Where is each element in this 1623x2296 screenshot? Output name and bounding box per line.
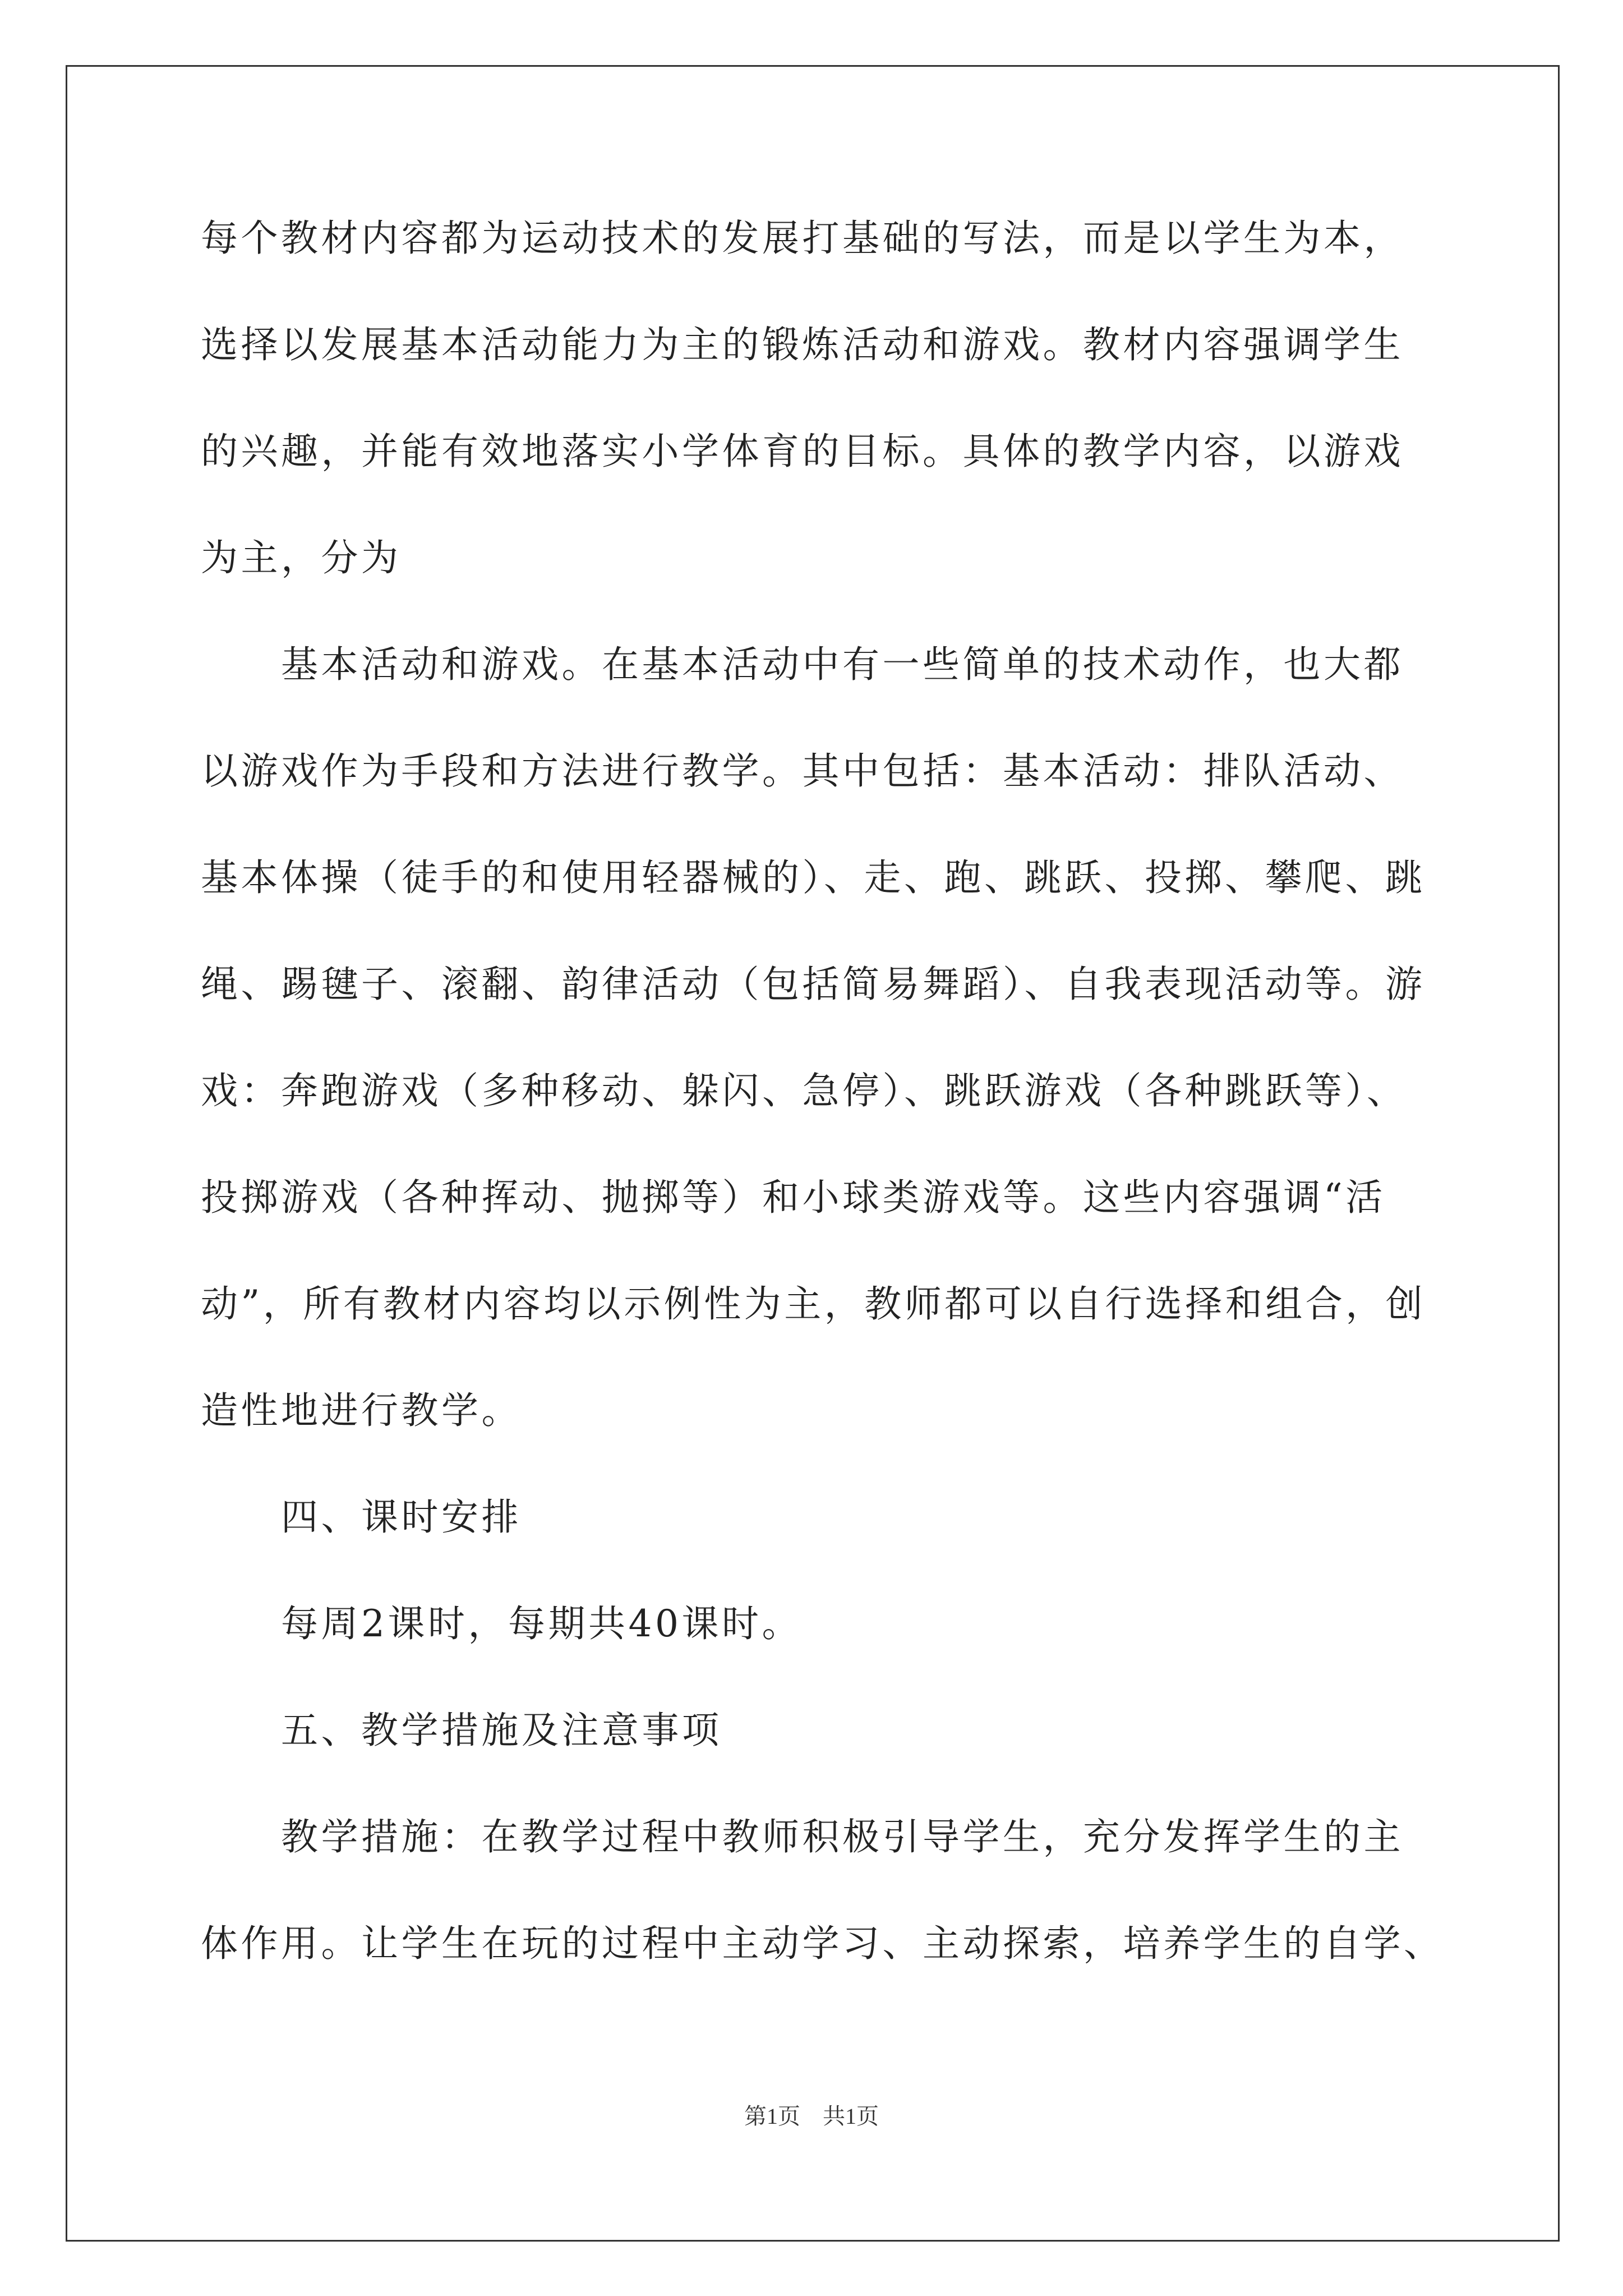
page-number-footer: 第1页 共1页 [744, 2104, 879, 2129]
text-line: 基本体操（徒手的和使用轻器械的）、走、跑、跳跃、投掷、攀爬、跳 [201, 856, 1426, 899]
section-heading: 五、教学措施及注意事项 [201, 1709, 722, 1752]
text-line: 基本活动和游戏。在基本活动中有一些简单的技术动作，也大都 [201, 643, 1404, 686]
text-line: 为主，分为 [201, 536, 402, 579]
text-line: 造性地进行教学。 [201, 1389, 522, 1432]
text-line: 选择以发展基本活动能力为主的锻炼活动和游戏。教材内容强调学生 [201, 323, 1404, 366]
text-line: 的兴趣，并能有效地落实小学体育的目标。具体的教学内容，以游戏 [201, 430, 1404, 473]
text-line: 戏：奔跑游戏（多种移动、躲闪、急停）、跳跃游戏（各种跳跃等）、 [201, 1069, 1407, 1112]
text-line: 每周2课时，每期共40课时。 [201, 1602, 802, 1645]
text-line: 投掷游戏（各种挥动、抛掷等）和小球类游戏等。这些内容强调“活 [201, 1176, 1386, 1219]
page-border [66, 65, 1560, 2242]
text-line: 每个教材内容都为运动技术的发展打基础的写法，而是以学生为本， [201, 217, 1404, 260]
text-line: 教学措施：在教学过程中教师积极引导学生，充分发挥学生的主 [201, 1815, 1404, 1858]
text-line: 绳、踢毽子、滚翻、韵律活动（包括简易舞蹈）、自我表现活动等。游 [201, 963, 1426, 1006]
text-line: 以游戏作为手段和方法进行教学。其中包括：基本活动：排队活动、 [201, 749, 1404, 793]
text-line: 动”，所有教材内容均以示例性为主，教师都可以自行选择和组合，创 [201, 1282, 1426, 1326]
text-line: 体作用。让学生在玩的过程中主动学习、主动探索，培养学生的自学、 [201, 1922, 1444, 1965]
section-heading: 四、课时安排 [201, 1496, 522, 1539]
